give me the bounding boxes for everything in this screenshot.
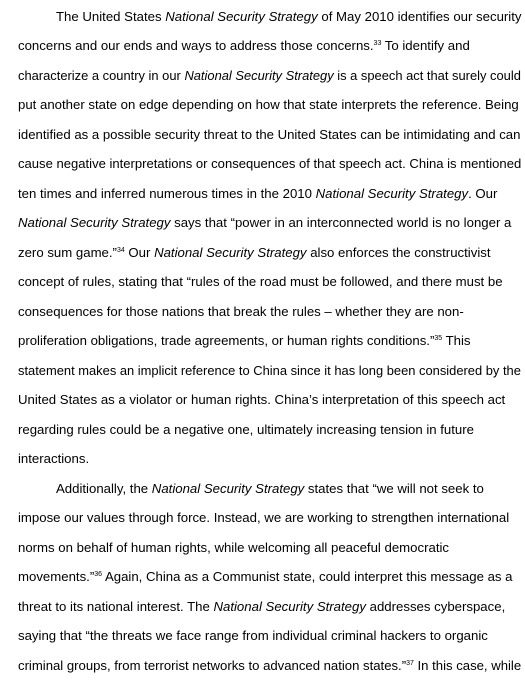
italic-title: National Security Strategy — [315, 186, 469, 201]
text-line — [18, 215, 511, 231]
text-line — [18, 569, 513, 585]
text-line — [18, 451, 89, 467]
italic-title: National Security Strategy — [165, 9, 318, 24]
text-line — [18, 422, 474, 438]
text-run: concerns and our ends and ways to address those concerns. — [18, 38, 374, 53]
text-run: concept of rules, stating that “rules of the road must be followed, and there must be — [18, 274, 503, 289]
italic-title: National Security Strategy — [18, 215, 171, 230]
text-run: The United States — [56, 9, 166, 24]
text-line — [18, 333, 471, 349]
text-line — [18, 599, 505, 615]
text-line — [18, 186, 497, 202]
text-run: Additionally, the — [56, 481, 152, 496]
text-line — [18, 156, 521, 172]
text-run: . Our — [468, 186, 498, 201]
text-line — [18, 245, 491, 261]
text-run: proliferation obligations, trade agreements, or human rights conditions.” — [18, 333, 435, 348]
text-run: says that “power in an interconnected world is no longer a — [170, 215, 512, 230]
italic-title: National Security Strategy — [184, 68, 334, 83]
text-run: norms on behalf of human rights, while welcoming all peaceful democratic — [18, 540, 450, 555]
text-run: regarding rules could be a negative one, ultimately increasing tension in future — [18, 422, 474, 437]
text-run: This — [442, 333, 471, 348]
text-line — [18, 363, 521, 379]
text-run: ten times and inferred numerous times in the 2010 — [18, 186, 316, 201]
footnote-ref: 34 — [116, 247, 125, 254]
text-run: statement makes an implicit reference to China since it has long been considered by the — [18, 363, 521, 378]
text-run: threat to its national interest. The — [18, 599, 214, 614]
text-run: criminal groups, from terrorist networks to advanced nation states.” — [18, 658, 407, 673]
text-line — [18, 304, 464, 320]
footnote-ref: 35 — [434, 335, 443, 342]
text-line — [56, 9, 521, 25]
text-run: United States as a violator or human rights. China’s interpretation of this speech act — [18, 392, 506, 407]
text-run: states that “we will not seek to — [304, 481, 484, 496]
text-run: cause negative interpretations or consequences of that speech act. China is mentioned — [18, 156, 522, 171]
text-run: consequences for those nations that break the rules – whether they are non- — [18, 304, 464, 319]
text-run: Our — [124, 245, 155, 260]
text-run: Again, China as a Communist state, could interpret this message as a — [102, 569, 513, 584]
text-run: addresses cyberspace, — [365, 599, 506, 614]
footnote-ref: 33 — [373, 40, 382, 47]
text-line — [18, 68, 521, 84]
text-run: saying that “the threats we face range from individual criminal hackers to organic — [18, 628, 488, 643]
text-run: put another state on edge depending on how that state interprets the reference. Being — [18, 97, 519, 112]
italic-title: National Security Strategy — [213, 599, 366, 614]
text-run: To identify and — [381, 38, 470, 53]
text-line — [18, 274, 503, 290]
text-line — [56, 481, 484, 497]
text-run: identified as a possible security threat to the United States can be intimidating and can — [18, 127, 521, 142]
italic-title: National Security Strategy — [154, 245, 307, 260]
text-run: characterize a country in our — [18, 68, 185, 83]
text-run: is a speech act that surely could — [333, 68, 521, 83]
footnote-ref: 36 — [94, 571, 103, 578]
italic-title: National Security Strategy — [151, 481, 305, 496]
text-run: also enforces the constructivist — [306, 245, 491, 260]
footnote-ref: 37 — [406, 660, 414, 667]
text-line — [18, 658, 521, 674]
text-line — [18, 510, 509, 526]
text-line — [18, 540, 449, 556]
text-line — [18, 628, 488, 644]
text-run: impose our values through force. Instead, we are working to strengthen international — [18, 510, 510, 525]
text-line — [18, 38, 470, 54]
text-run: movements.” — [18, 569, 95, 584]
text-line — [18, 127, 520, 143]
text-run: In this case, while — [413, 658, 522, 673]
text-run: interactions. — [18, 451, 90, 466]
text-run: of May 2010 identifies our security — [317, 9, 522, 24]
text-run: zero sum game.” — [18, 245, 117, 260]
text-line — [18, 97, 519, 113]
text-line — [18, 392, 505, 408]
